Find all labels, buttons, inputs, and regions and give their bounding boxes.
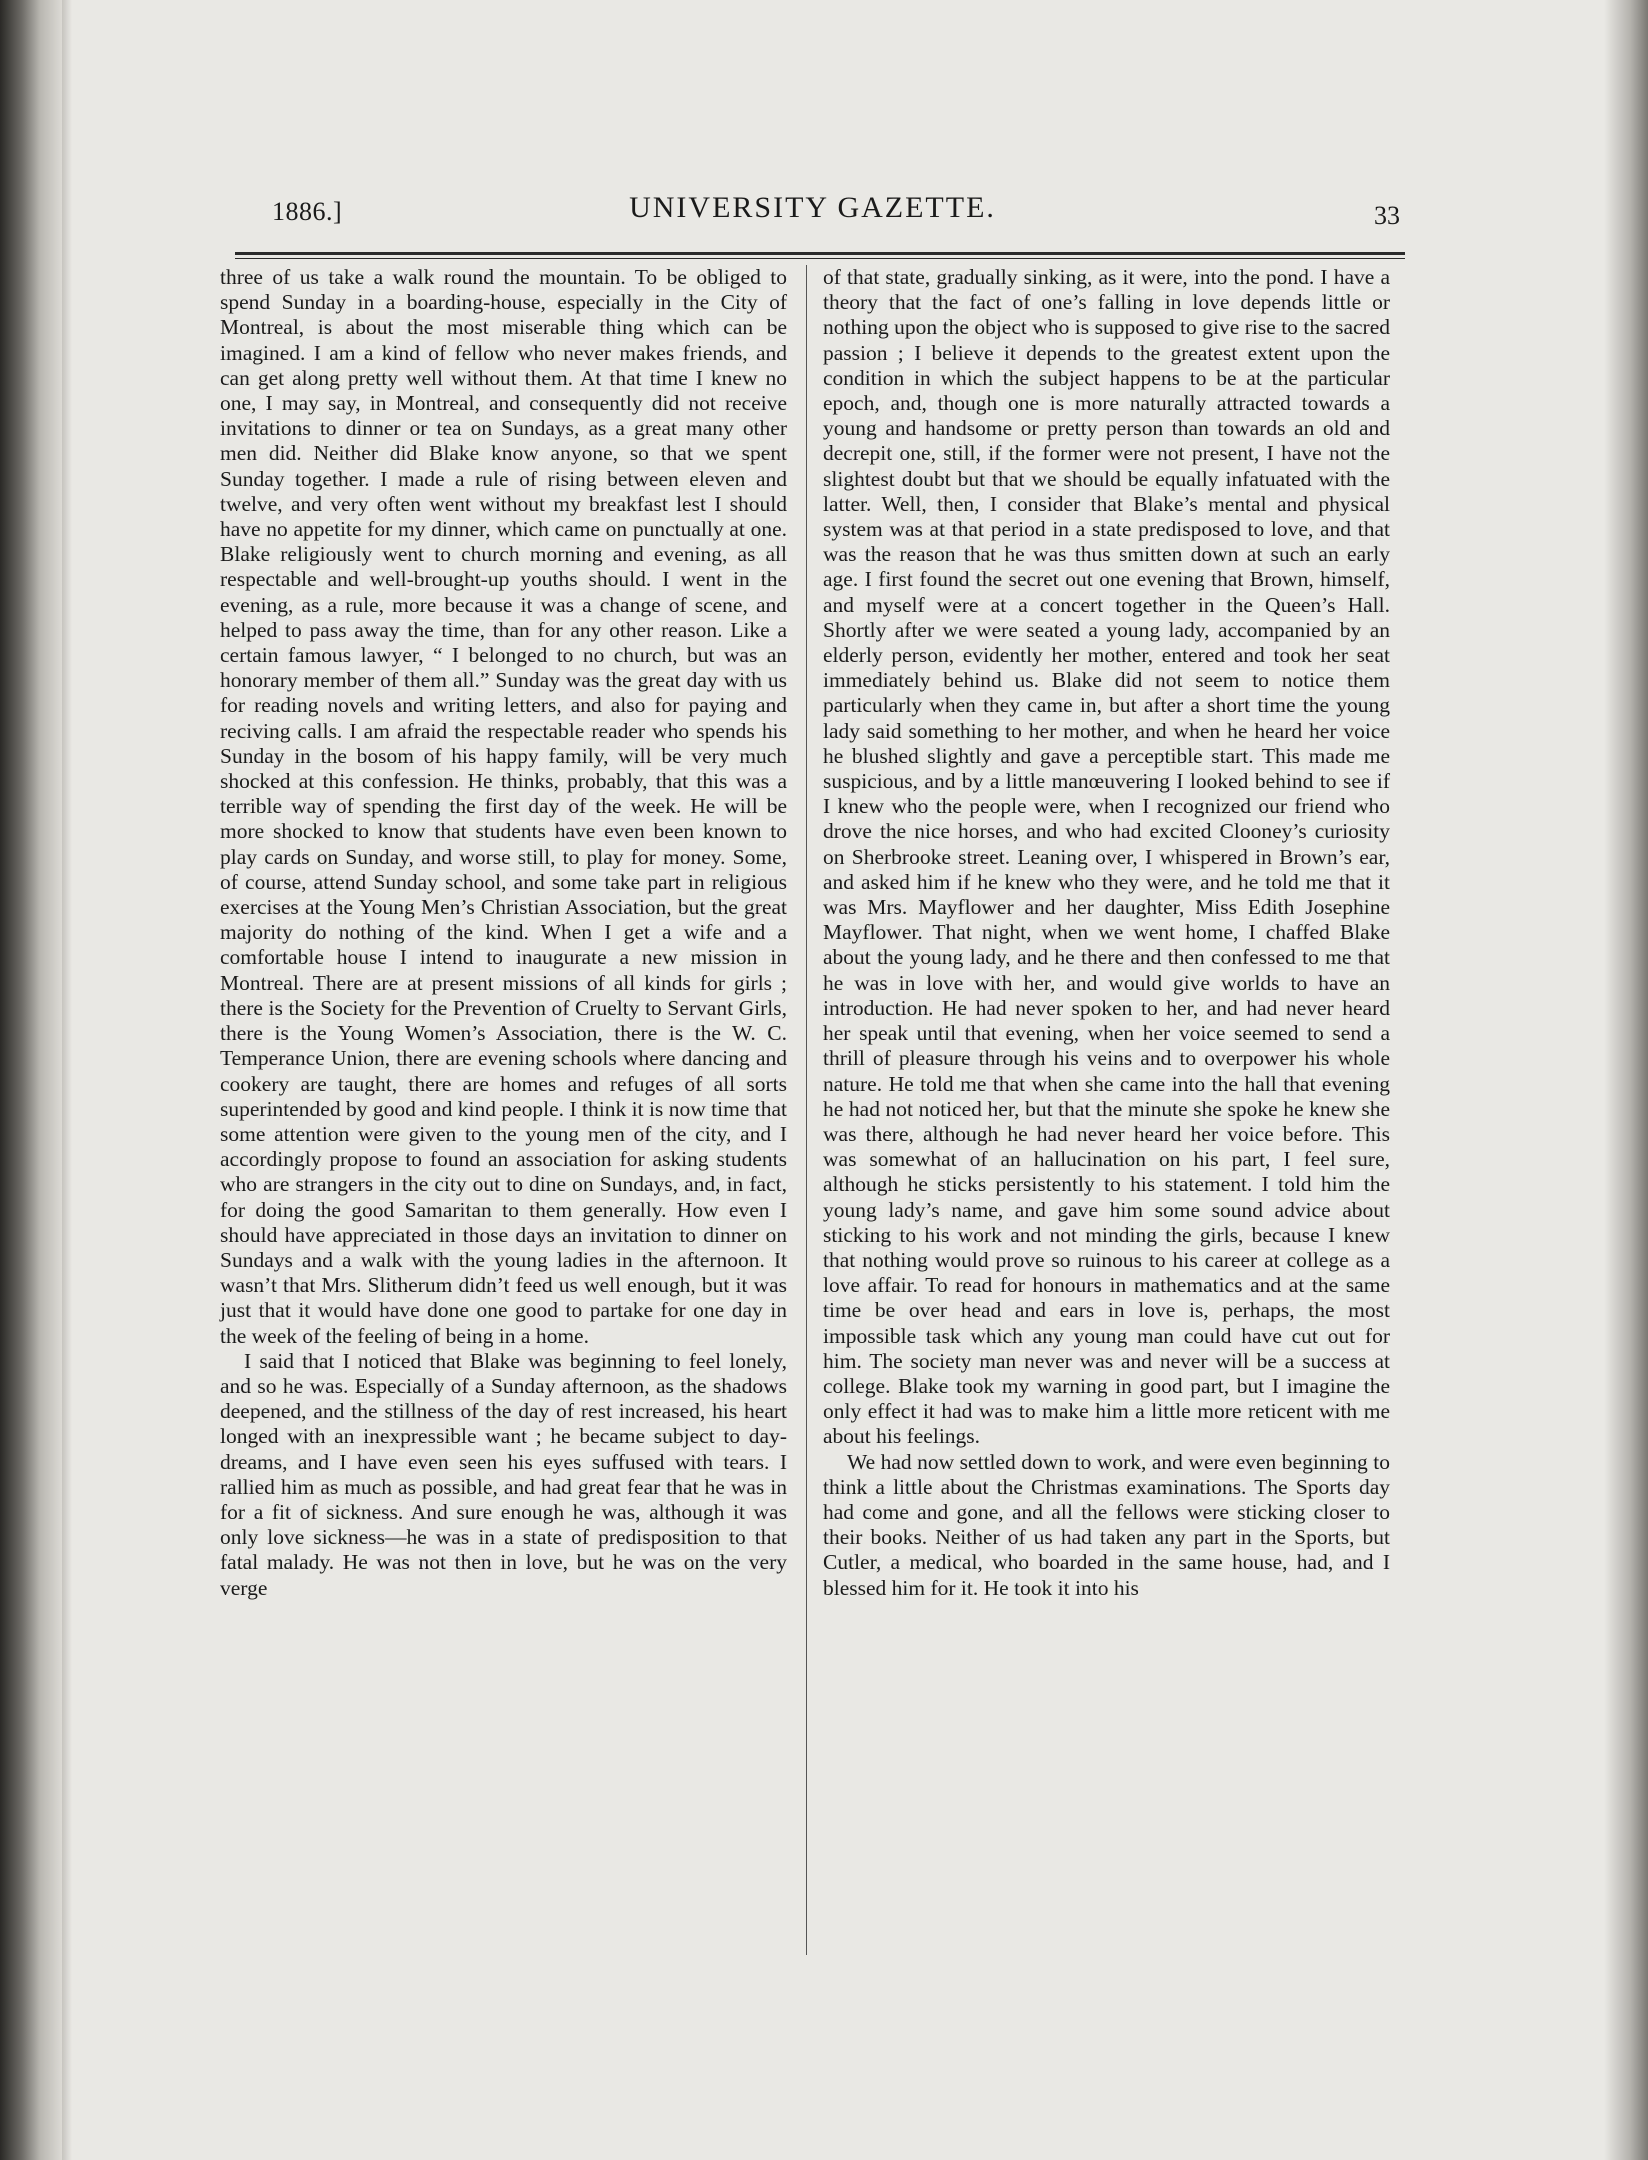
left-paragraph-2: I said that I noticed that Blake was beginning to feel lonely, and so he was. Especially of a Sunday afternoon, as the shadows deepened, and the stillness of the day of rest increased, his heart longed with an inexpressible want ; he became subject to day-dreams, and I have even seen his eyes suffused with tears. I rallied him as much as possible, and had great fear that he was in for a fit of sickness. And sure enough he was, although it was only love sickness—he was in a state of predisposition to that fatal malady. He was not then in love, but he was on the very verge <box>220 1348 787 1600</box>
page-number: 33 <box>1374 201 1400 230</box>
left-paragraph-1: three of us take a walk round the mountain. To be obliged to spend Sunday in a boarding-house, especially in the City of Montreal, is about the most miserable thing which can be imagined. I am a kind of fellow who never makes friends, and can get along pretty well without them. At that time I knew no one, I may say, in Montreal, and consequently did not receive invitations to dinner or tea on Sundays, as a great many other men did. Neither did Blake know anyone, so that we spent Sunday together. I made a rule of rising between eleven and twelve, and very often went without my breakfast lest I should have no appetite for my dinner, which came on punctually at one. Blake religiously went to church morning and evening, as all respectable and well-brought-up youths should. I went in the evening, as a rule, more because it was a change of scene, and helped to pass away the time, than for any other reason. Like a certain famous lawyer, “ I belonged to no church, but was an honorary member of them all.” Sunday was the great day with us for reading novels and writing letters, and also for paying and reciving calls. I am afraid the respectable reader who spends his Sunday in the bosom of his happy family, will be very much shocked at this confession. He thinks, probably, that this was a terrible way of spending the first day of the week. He will be more shocked to know that students have even been known to play cards on Sunday, and worse still, to play for money. Some, of course, attend Sunday school, and some take part in religious exercises at the Young Men’s Christian Association, but the great majority do nothing of the kind. When I get a wife and a comfortable house I intend to inaugurate a new mission in Montreal. There are at present missions of all kinds for girls ; there is the Society for the Prevention of Cruelty to Servant Girls, there is the Young Women’s Association, there is the W. C. Temperance Union, there are evening schools where dancing and cookery are taught, there are homes and refuges of all sorts superintended by good and kind people. I think it is now time that some attention were given to the young men of the city, and I accordingly propose to found an association for asking students who are strangers in the city out to dine on Sundays, and, in fact, for doing the good Samaritan to them generally. How even I should have appreciated in those days an invitation to dinner on Sundays and a walk with the young ladies in the afternoon. It wasn’t that Mrs. Slitherum didn’t feed us well enough, but it was just that it would have done one good to partake for one day in the week of the feeling of being in a home. <box>220 265 787 1348</box>
running-header <box>220 175 1405 245</box>
right-paragraph-1: of that state, gradually sinking, as it were, into the pond. I have a theory that the fact of one’s falling in love depends little or nothing upon the object who is supposed to give rise to the sacred passion ; I believe it depends to the greatest extent upon the condition in which the subject happens to be at the particular epoch, and, though one is more naturally attracted towards a young and handsome or pretty person than towards an old and decrepit one, still, if the former were not present, I have not the slightest doubt but that we should be equally infatuated with the latter. Well, then, I consider that Blake’s mental and physical system was at that period in a state predisposed to love, and that was the reason that he was thus smitten down at such an early age. I first found the secret out one evening that Brown, himself, and myself were at a concert together in the Queen’s Hall. Shortly after we were seated a young lady, accompanied by an elderly person, evidently her mother, entered and took her seat immediately behind us. Blake did not seem to notice them particularly when they came in, but after a short time the young lady said something to her mother, and when he heard her voice he blushed slightly and gave a perceptible start. This made me suspicious, and by a little manœuvering I looked behind to see if I knew who the people were, when I recognized our friend who drove the nice horses, and who had excited Clooney’s curiosity on Sherbrooke street. Leaning over, I whispered in Brown’s ear, and asked him if he knew who they were, and he told me that it was Mrs. Mayflower and her daughter, Miss Edith Josephine Mayflower. That night, when we went home, I chaffed Blake about the young lady, and he there and then confessed to me that he was in love with her, and would give worlds to have an introduction. He had never spoken to her, and had never heard her speak until that evening, when her voice seemed to send a thrill of pleasure through his veins and to overpower his whole nature. He told me that when she came into the hall that evening he had not noticed her, but that the minute she spoke he knew she was there, although he had never heard her voice before. This was somewhat of an hallucination on his part, I feel sure, although he sticks persistently to his statement. I told him the young lady’s name, and gave him some sound advice about sticking to his work and not minding the girls, because I knew that nothing would prove so ruinous to his career at college as a love affair. To read for honours in mathematics and at the same time be over head and ears in love is, perhaps, the most impossible task which any young man could have cut out for him. The society man never was and never will be a success at college. Blake took my warning in good part, but I imagine the only effect it had was to make him a little more reticent with me about his feelings. <box>823 265 1390 1449</box>
header-year: 1886.] <box>272 197 343 226</box>
column-divider <box>806 265 807 1955</box>
right-paragraph-2: We had now settled down to work, and were even beginning to think a little about the Christmas examinations. The Sports day had come and gone, and all the fellows were sticking closer to their books. Neither of us had taken any part in the Sports, but Cutler, a medical, who boarded in the same house, had, and I blessed him for it. He took it into his <box>823 1449 1390 1600</box>
journal-page <box>220 175 1405 2075</box>
header-rule-thick <box>235 252 1405 255</box>
header-rule-thin <box>235 258 1405 259</box>
page-edge-shadow <box>1604 0 1648 2160</box>
header-title: UNIVERSITY GAZETTE. <box>629 191 996 224</box>
binding-shadow <box>62 0 72 2160</box>
book-binding <box>0 0 62 2160</box>
right-column <box>823 265 1390 1601</box>
left-column <box>220 265 787 1601</box>
